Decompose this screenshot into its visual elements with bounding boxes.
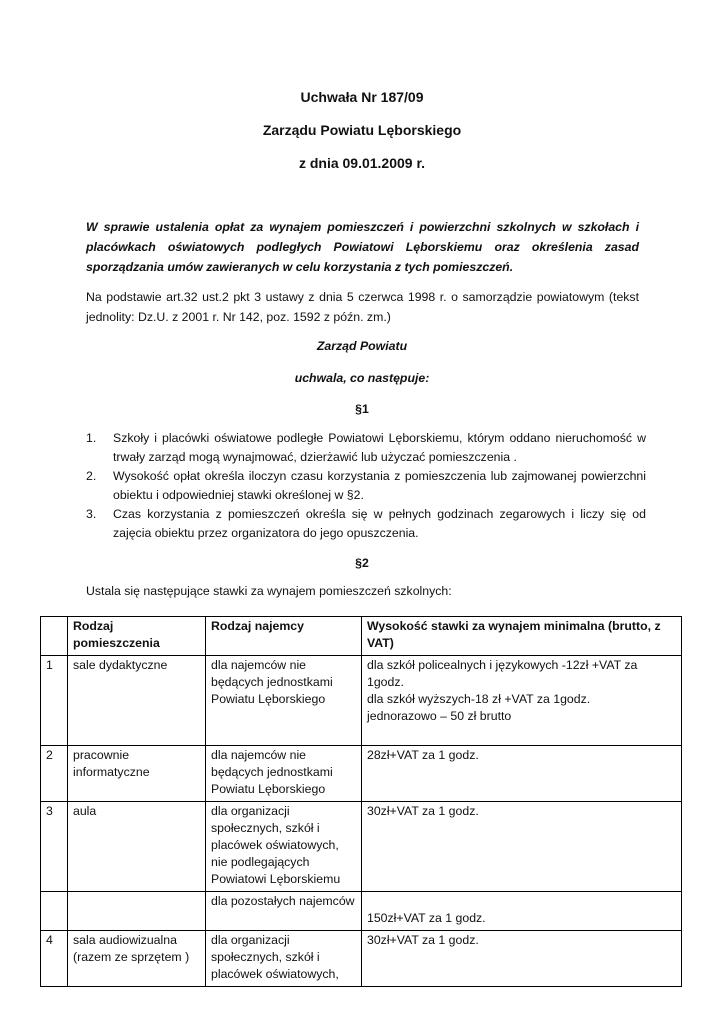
section-2-intro: Ustala się następujące stawki za wynajem pomieszczeń szkolnych: [86, 584, 452, 598]
header-tenant-type: Rodzaj najemcy [206, 617, 362, 656]
resolves-heading: uchwala, co następuje: [294, 371, 430, 385]
tenant-type: dla organizacji społecznych, szkół i placówek oświatowych, nie podlegających Powiatowi Lęborskiemu [206, 802, 362, 892]
row-number: 1 [41, 656, 68, 746]
tenant-type: dla najemców nie będących jednostkami Powiatu Lęborskiego [206, 746, 362, 802]
tenant-type: dla organizacji społecznych, szkół i placówek oświatowych, [206, 931, 362, 987]
table-header-row [41, 617, 682, 656]
board-heading: Zarząd Powiatu [316, 339, 408, 353]
list-item-text: Wysokość opłat określa iloczyn czasu korzystania z pomieszczenia lub zajmowanej powierzchni obiektu i odpowiedniej stawki określonej w §2. [113, 469, 646, 502]
room-type: pracownie informatyczne [68, 746, 206, 802]
resolution-date: z dnia 09.01.2009 r. [298, 155, 426, 171]
list-item-number: 3. [86, 507, 97, 521]
row-number: 3 [41, 802, 68, 892]
resolution-subject: W sprawie ustalenia opłat za wynajem pomieszczeń i powierzchni szkolnych w szkołach i placówkach oświatowych podległych Powiatowi Lęborskiemu oraz określenia zasad sporządzania umów zawieranych w celu korzystania z tych pomieszczeń. [86, 220, 639, 274]
list-item-number: 1. [86, 431, 97, 445]
row-number: 2 [41, 746, 68, 802]
list-item [86, 429, 646, 467]
rate-cell [362, 802, 682, 892]
legal-basis: Na podstawie art.32 ust.2 pkt 3 ustawy z dnia 5 czerwca 1998 r. o samorządzie powiatowym (tekst jednolity: Dz.U. z 2001 r. Nr 142, poz. 1592 z późn. zm.) [86, 290, 639, 324]
table-row [41, 746, 682, 802]
rate-line: 150zł+VAT za 1 godz. [367, 911, 486, 925]
table-row [41, 931, 682, 987]
section-1-heading: §1 [355, 402, 369, 416]
table-row [41, 802, 682, 892]
room-type: sala audiowizualna (razem ze sprzętem ) [68, 931, 206, 987]
row-number: 4 [41, 931, 68, 987]
list-item [86, 505, 646, 543]
rate-cell [362, 746, 682, 802]
room-type [68, 892, 206, 931]
section-2-heading: §2 [355, 556, 369, 570]
room-type: sale dydaktyczne [68, 656, 206, 746]
list-item-number: 2. [86, 469, 97, 483]
issuer-title: Zarządu Powiatu Lęborskiego [262, 122, 462, 138]
rate-line: 30zł+VAT za 1 godz. [367, 804, 479, 818]
header-no [41, 617, 68, 656]
header-rate: Wysokość stawki za wynajem minimalna (brutto, z VAT) [362, 617, 682, 656]
tenant-type: dla pozostałych najemców [206, 892, 362, 931]
rate-line: dla szkół wyższych-18 zł +VAT za 1godz. [367, 692, 591, 706]
list-item [86, 467, 646, 505]
table-row [41, 892, 682, 931]
rate-cell [362, 892, 682, 931]
rate-line: dla szkół policealnych i językowych -12zł +VAT za 1godz. [367, 658, 638, 689]
rate-cell [362, 656, 682, 746]
list-item-text: Szkoły i placówki oświatowe podległe Powiatowi Lęborskiemu, którym oddano nieruchomość w trwały zarząd mogą wynajmować, dzierżawić lub użyczać pomieszczenia . [113, 431, 646, 464]
list-item-text: Czas korzystania z pomieszczeń określa się w pełnych godzinach zegarowych i liczy się od zajęcia obiektu przez organizatora do jego opuszczenia. [113, 507, 646, 540]
rate-cell [362, 931, 682, 987]
header-room-type: Rodzaj pomieszczenia [68, 617, 206, 656]
room-type: aula [68, 802, 206, 892]
rates-table [40, 616, 682, 987]
rate-line: jednorazowo – 50 zł brutto [367, 709, 512, 723]
tenant-type: dla najemców nie będących jednostkami Powiatu Lęborskiego [206, 656, 362, 746]
rate-line: 30zł+VAT za 1 godz. [367, 933, 479, 947]
row-number [41, 892, 68, 931]
section-1-list [86, 429, 646, 543]
rate-line: 28zł+VAT za 1 godz. [367, 748, 479, 762]
table-row [41, 656, 682, 746]
resolution-title: Uchwała Nr 187/09 [300, 89, 424, 105]
